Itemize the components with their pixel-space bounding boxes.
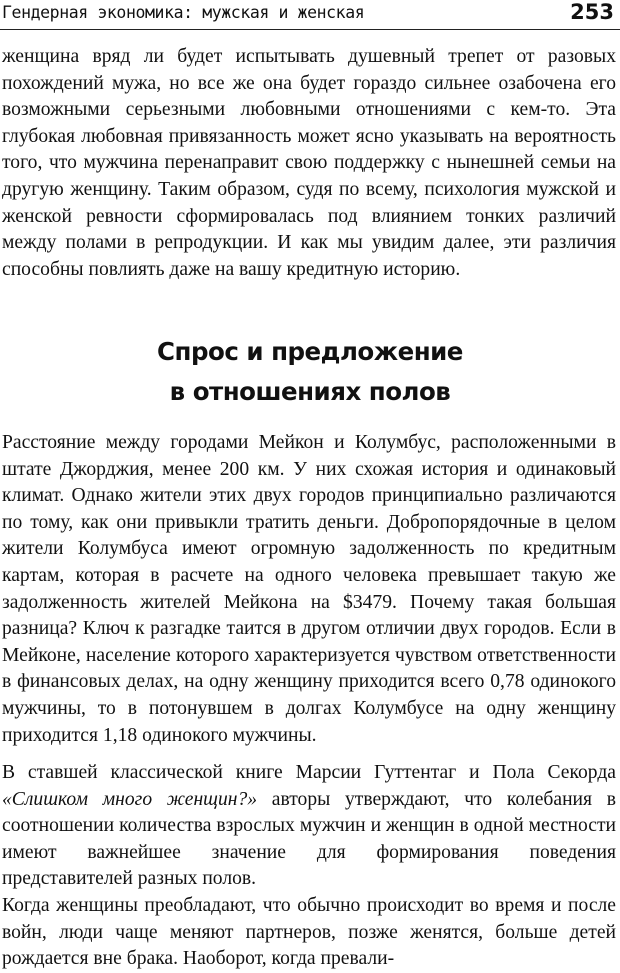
paragraph-text-start: В ставшей классической книге Марсии Гуттентаг и Пола Секорда bbox=[2, 762, 616, 783]
page-number: 253 bbox=[570, 0, 614, 24]
body-paragraph-3 bbox=[2, 760, 616, 893]
section-heading-line-2: в отношениях полов bbox=[169, 377, 451, 406]
paragraph-text: женщина вряд ли будет испытывать душевный трепет от разовых похождений мужа, но все же она будет гораздо сильнее озабочена его возможными серьезными любовными отношениями с кем-то. Эта глубокая любовная привязанность может ясно указывать на вероятность того, что мужчина перенаправит свою поддержку с нынешней семьи на другую женщину. Таким образом, судя по всему, психология мужской и женской ревности сформировалась под влиянием тонких различий между полами в репродукции. И как мы увидим далее, эти различия способны повлиять даже на вашу кредитную историю. bbox=[2, 46, 616, 280]
section-heading-line-1: Спрос и предложение bbox=[157, 337, 463, 366]
chapter-title: Гендерная экономика: мужская и женская bbox=[2, 3, 365, 22]
section-heading bbox=[0, 332, 620, 412]
paragraph-text bbox=[2, 760, 616, 893]
paragraph-text: Когда женщины преобладают, что обычно происходит во время и после войн, люди чаще меняют партнеров, позже женятся, больше детей рождается вне брака. Наоборот, когда превали- bbox=[2, 895, 616, 970]
body-paragraph-4 bbox=[2, 893, 616, 973]
paragraph-text-end: авторы утверждают, что колебания в соотношении количества взрослых мужчин и женщин в одной местности имеют важнейшее значение для формирования поведения представителей разных полов. bbox=[2, 788, 616, 890]
paragraph-text: Расстояние между городами Мейкон и Колумбус, расположенными в штате Джорджия, менее 200 км. У них схожая история и одинаковый климат. Однако жители этих двух городов принципиально различаются по тому, как они привыкли тратить деньги. Добропорядочные в целом жители Колумбуса имеют огромную задолженность по кредитным картам, которая в расчете на одного человека превышает такую же задолженность жителей Мейкона на $3479. Почему такая большая разница? Ключ к разгадке таится в другом отличии двух городов. Если в Мейконе, население которого характеризуется чувством ответственности в финансовых делах, на одну женщину приходится всего 0,78 одинокого мужчины, то в потонувшем в долгах Колумбусе на одну женщину приходится 1,18 одинокого мужчины. bbox=[2, 432, 616, 746]
body-paragraph-1 bbox=[2, 44, 616, 283]
body-paragraph-2 bbox=[2, 430, 616, 749]
book-title: «Слишком много женщин?» bbox=[2, 788, 258, 810]
running-header bbox=[0, 0, 620, 30]
